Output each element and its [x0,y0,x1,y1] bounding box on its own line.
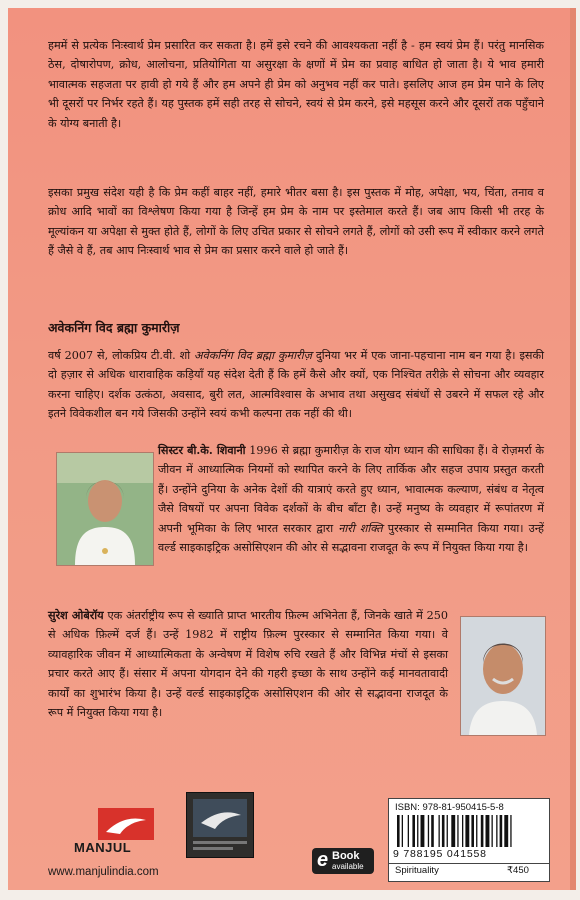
shivani-name: सिस्टर बी.के. शिवानी [158,443,246,457]
isbn-text: ISBN: 978-81-950415-5-8 [395,802,504,813]
ebook-badge [312,848,374,874]
message-paragraph: इसका प्रमुख संदेश यही है कि प्रेम कहीं बाहर नहीं, हमारे भीतर बसा है। इस पुस्तक में मोह, अपेक्षा, भय, चिंता, तनाव व क्रोध आदि भावों का विश्लेषण किया गया है जिन्हें हम प्रेम के नाम पर इस्तेमाल करते हैं। जब आप किसी भी तरह के मूल्यांकन या अपेक्षा से मुक्त होते हैं, लोगों के लिए उचित प्रकार से सोचने लगते हैं, लोगों को उसी रूप में स्वीकार करने लगते हैं जैसे वे हैं, तब आप निःस्वार्थ भाव से प्रेम का प्रसार करने वाले हो जाते हैं। [48,186,544,258]
barcode-icon [397,815,541,847]
suresh-photo [460,616,546,736]
show-title: अवेकनिंग विद ब्रह्मा कुमारीज़ [194,349,312,362]
publisher-website: www.manjulindia.com [48,866,159,878]
suresh-text: एक अंतर्राष्ट्रीय रूप से ख्याति प्राप्त भारतीय फ़िल्म अभिनेता हैं, जिनके खाते में 250 से अधिक फ़िल्में दर्ज हैं। उन्हें 1982 में राष्ट्रीय फ़िल्म पुरस्कार से सम्मानित किया गया। वे व्यावहारिक जीवन में आध्यात्मिकता के अन्वेषण में विशेष रुचि रखते हैं और विभिन्न मंचों से इसका प्रचार करते आए हैं। संसार में अपना योगदान देने की गहरी इच्छा के साथ उन्होंने कई मानवतावादी कार्यों का शुभारंभ किया है। उन्हें वर्ल्ड साइकाइट्रिक असोसिएशन की ओर से सद्भावना राजदूत के रूप में नियुक्त किया गया है। [48,609,448,720]
suresh-bio [48,606,448,722]
shivani-award: नारी शक्ति [338,521,383,535]
genre-label: Spirituality [395,865,439,876]
barcode-box [388,798,550,882]
ebook-available: available [332,862,364,871]
show-suffix: दुनिया भर में एक जाना-पहचाना नाम बन गया है। इसकी दो हज़ार से अधिक धारावाहिक कड़ियाँ यह संदेश देती हैं कि हमें कैसे और क्यों, एक निश्चित तरीक़े से सोचना और व्यवहार करना चाहिए। दर्शक उत्कंठा, अवसाद, बुरी लत, आत्मविश्वास के अभाव तथा असुखद संबंधों से उबरने में सफल रहे और इतने विवेकशील बन गये जिसकी उन्होंने स्वयं कभी कल्पना तक नहीं की थी। [48,349,544,421]
ebook-book: Book [332,850,360,862]
price-label: ₹450 [507,865,529,876]
shivani-photo [56,452,154,566]
shivani-text-2: पुरस्कार से सम्मानित किया गया। उन्हें वर्ल्ड साइकाइट्रिक असोसिएशन की ओर से सद्भावना राजदूत के रूप में नियुक्त किया गया है। [158,521,545,555]
ebook-e: e [317,849,329,871]
suresh-name: सुरेश ओबेरॉय [48,608,104,622]
intro-paragraph: हममें से प्रत्येक निःस्वार्थ प्रेम प्रसारित कर सकता है। हमें इसे रचने की आवश्यकता नहीं है - हम स्वयं प्रेम हैं। परंतु मानसिक ठेस, दोषारोपण, क्रोध, आलोचना, प्रतियोगिता या असुरक्षा के क्षणों में प्रेम का प्रवाह बाधित हो जाता है। ये भाव हमारी भावात्मक सहजता पर हावी हो गये हैं और हम अपने ही प्रेम को अनुभव नहीं कर पाते। इसलिए आज हम प्रेम पाने के लिए भी दूसरों पर निर्भर रहते हैं। यह पुस्तक हमें सही तरह से सोचने, स्वयं से प्रेम करने, इसे महसूस करने और दूसरों तक पहुँचाने के योग्य बनाती है। [48,39,544,130]
show-prefix: वर्ष 2007 से, लोकप्रिय टी.वी. शो [48,349,195,362]
section-heading: अवेकनिंग विद ब्रह्मा कुमारीज़ [48,320,180,335]
publisher-name: MANJUL [74,840,132,855]
publisher-logo-area [48,798,208,876]
show-paragraph [48,346,544,424]
shivani-text-1: 1996 से ब्रह्मा कुमारीज़ के राज योग ध्यान की साधिका हैं। वे रोज़मर्रा के जीवन में आध्यात्मिक नियमों को स्थापित करने के लिए तार्किक और सहज उपाय प्रस्तुत करती हैं। उन्होंने दुनिया के अनेक देशों की यात्राएं करते हुए ध्यान, भावात्मक कल्याण, संबंध व नेतृत्व जैसे विषयों पर अपना विवेक दर्शकों के बीच बाँटा है। उन्हें मनुष्य के व्यवहार में रूपांतरण में अपनी भूमिका के लिए भारत सरकार द्वारा [158,444,544,535]
barcode-divider [389,863,549,864]
shivani-bio [158,441,544,557]
back-cover [8,8,576,890]
manjul-logo-icon [98,808,154,840]
publisher-stamp-icon [186,792,254,858]
barcode-number: 9 788195 041558 [393,848,487,860]
